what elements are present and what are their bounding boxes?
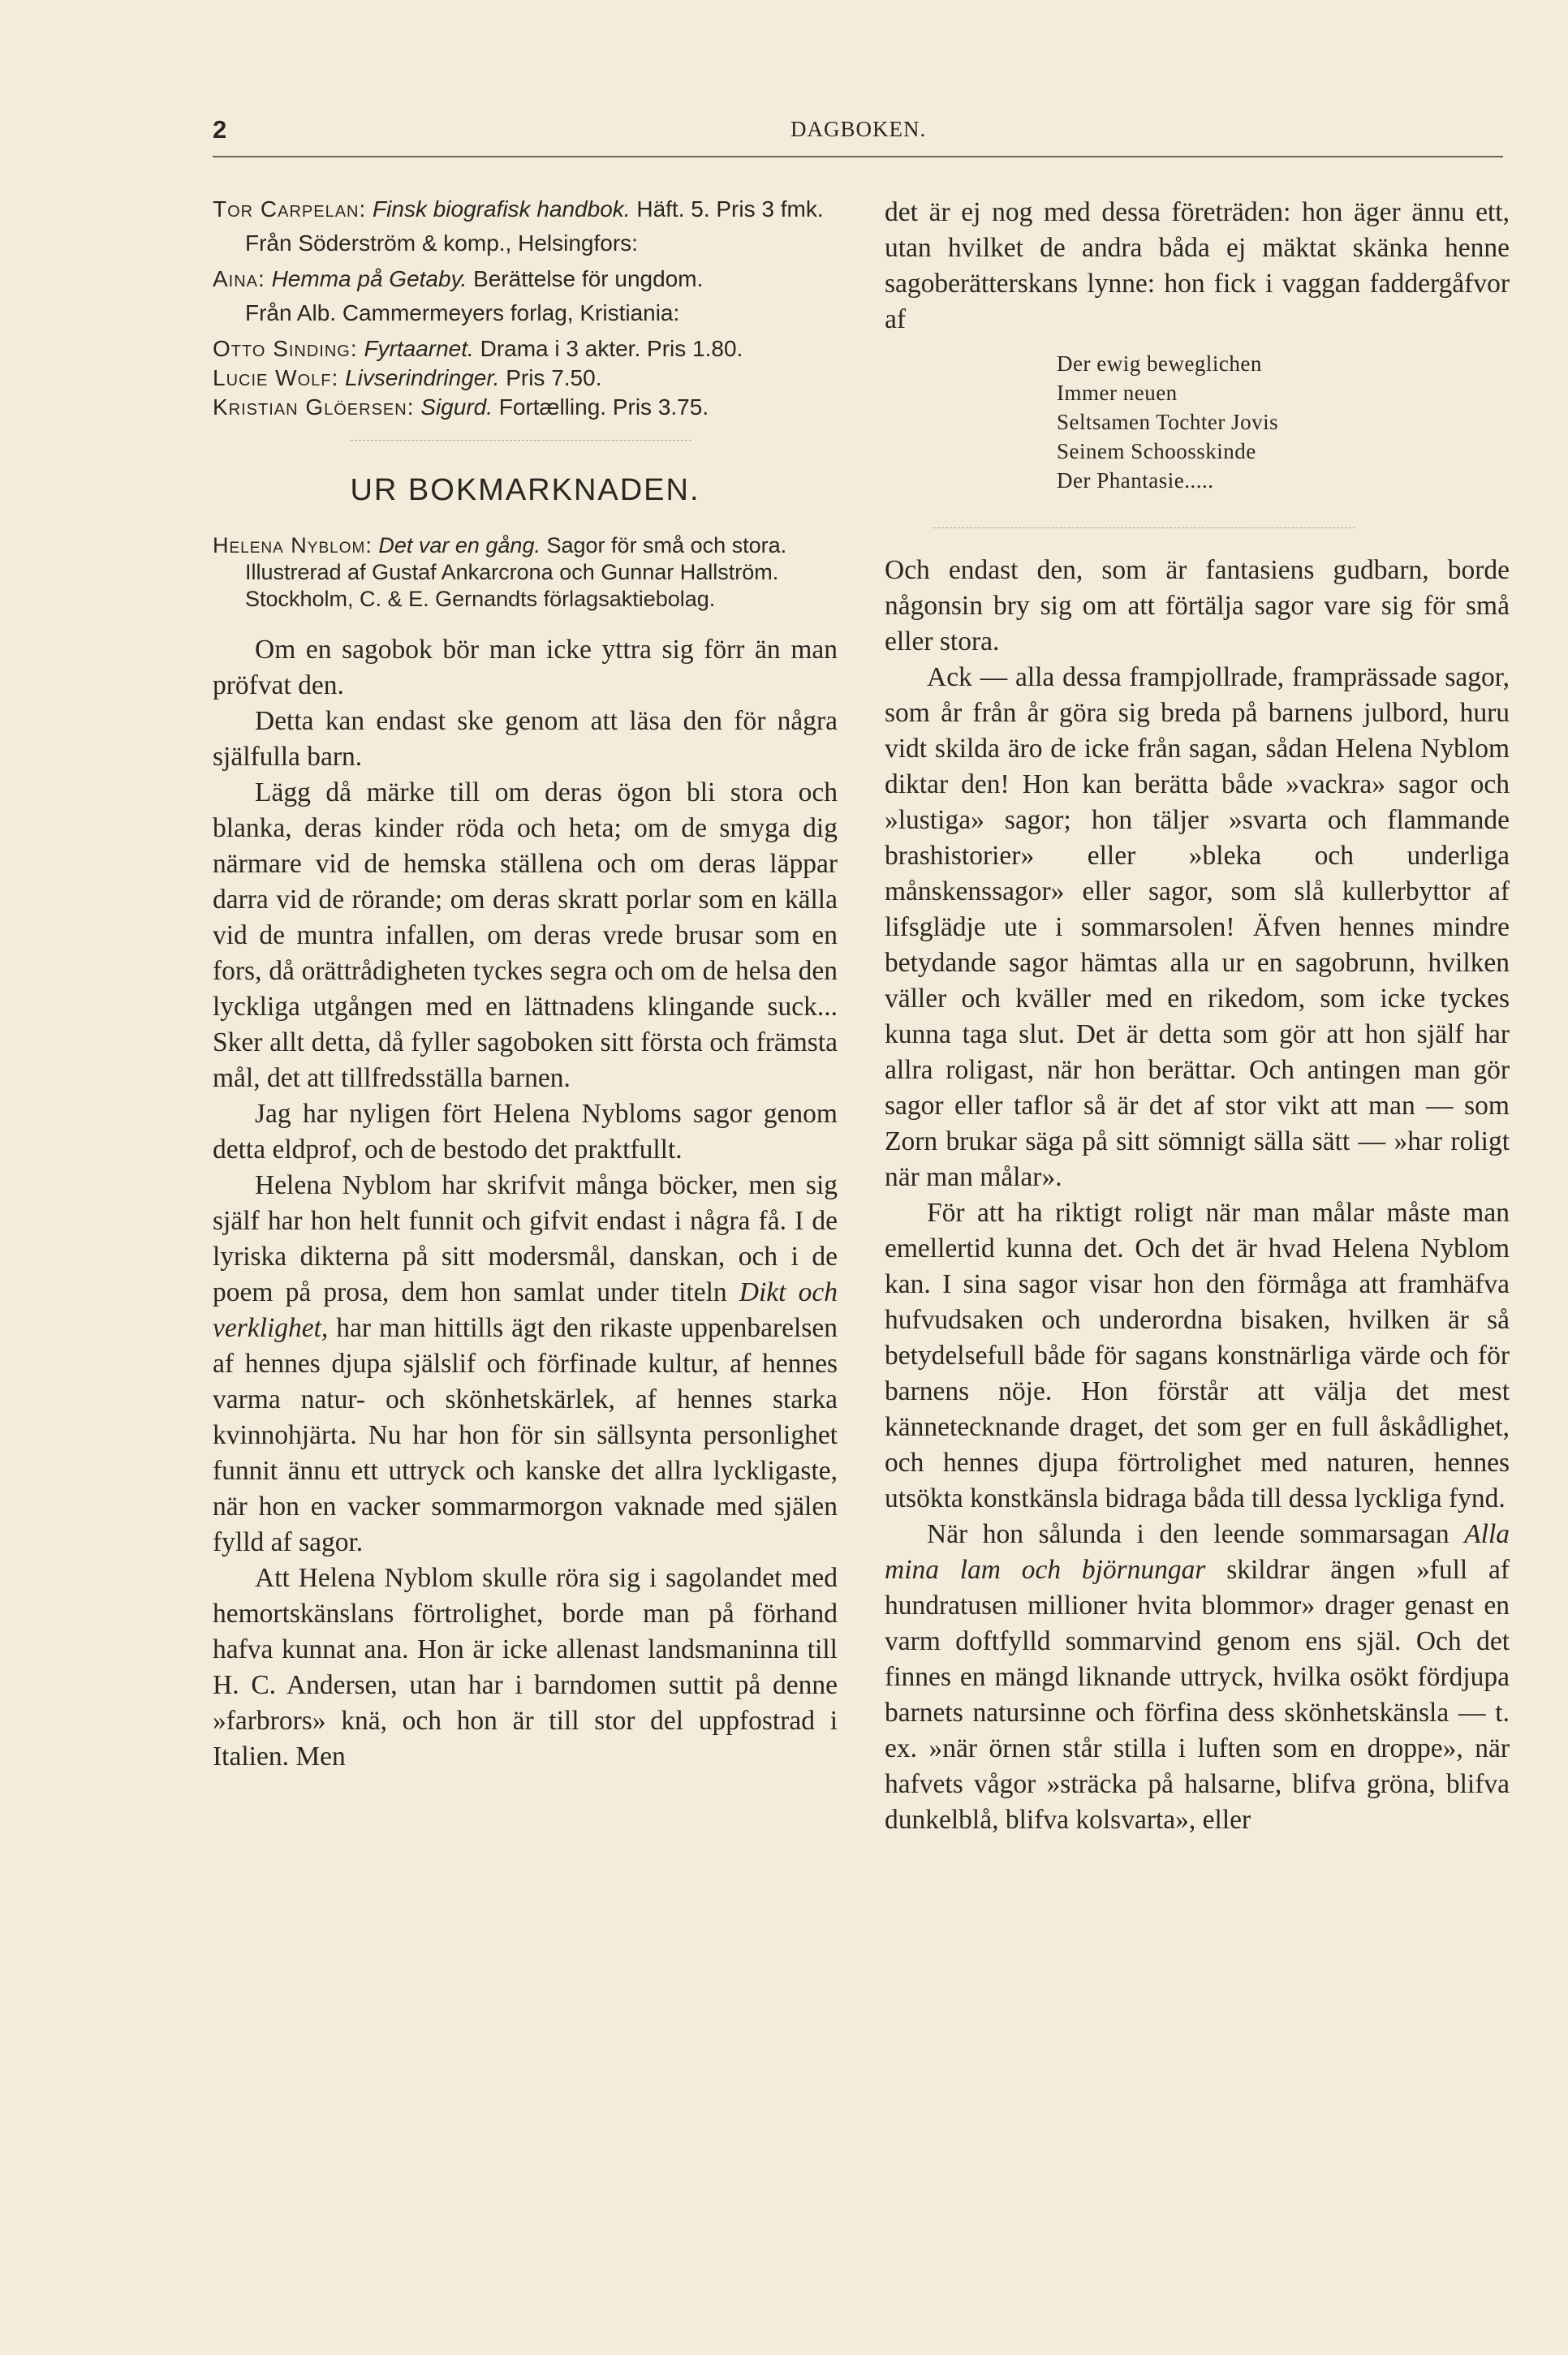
paragraph: Lägg då märke till om deras ögon bli stora och blanka, deras kinder röda och heta; om de smyga dig närmare vid de hemska ställena och om deras läppar darra vid de rörande; om deras skratt porlar som en källa vid de muntra infallen, om deras vrede brusar som en fors, då orättrådigheten tyckes segra och om de helsa den lyckliga utgången med en lättnadens klingande suck... Sker allt detta, då fyller sagoboken sitt första och främsta mål, det att tillfredsställa barnen. [213,777,838,1093]
quote-separator [933,527,1355,528]
running-title: DAGBOKEN. [790,117,927,141]
notice-entry: Aina: Hemma på Getaby. Berättelse för ungdom. [213,266,704,291]
paragraph: Jag har nyligen fört Helena Nybloms sagor genom detta eldprof, och de bestodo det praktfullt. [213,1099,838,1165]
paragraph: Detta kan endast ske genom att läsa den för några själfulla barn. [213,706,838,772]
page-header [213,115,1503,154]
publisher-line: Från Alb. Cammermeyers forlag, Kristiania: [245,300,680,325]
section-title: UR BOKMARKNADEN. [350,473,700,507]
poem-line: Der ewig beweglichen [1057,351,1262,376]
review-header: Helena Nyblom: Det var en gång. Sagor för små och stora. Illustrerad af Gustaf Ankarcrona och Gunnar Hallström. Stockholm, C. & E. Gernandts förlagsaktiebolag. [213,533,787,611]
paragraph: Helena Nyblom har skrifvit många böcker, men sig själf har hon helt funnit och gifvit endast i några få. I de lyriska dikterna på sitt modersmål, danskan, och i de poem på prosa, dem hon samlat under titeln Dikt och verklighet, har man hittills ägt den rikaste uppenbarelsen af hennes djupa själslif och förfinade kultur, af hennes varma natur- och skönhetskärlek, af hennes starka kvinnohjärta. Nu har hon för sin sällsynta personlighet funnit ännu ett uttryck och kanske det allra lyckligaste, när hon en vacker sommarmorgon vaknade med själen fylld af sagor. [213,1170,838,1557]
poem-quote [1057,349,1510,495]
poem-line: Seltsamen Tochter Jovis [1057,410,1279,434]
review-body-left [213,632,838,1775]
paragraph: Om en sagobok bör man icke yttra sig förr än man pröfvat den. [213,635,838,700]
review-body-right [885,195,1510,338]
paragraph: För att ha riktigt roligt när man målar måste man emellertid kunna det. Och det är hvad Helena Nyblom kan. I sina sagor visar hon den förmåga att framhäfva hufvudsaken och underordna bisaken, hvilken är så betydelsefull både för sagans konstnärliga värde och för barnens nöje. Hon förstår att välja det mest kännetecknande draget, det som ger en full åskådlighet, och hennes djupa förtrolighet med naturen, hennes utsökta konstkänsla bidraga båda till dessa lyckliga fynd. [885,1198,1510,1513]
notice-entry: Lucie Wolf: Livserindringer. Pris 7.50. [213,365,602,390]
poem-line: Seinem Schoosskinde [1057,439,1256,463]
review-body-right-cont [885,553,1510,1838]
paragraph: Ack — alla dessa frampjollrade, framprässade sagor, som år från år göra sig breda på barnens julbord, huru vidt skilda äro de icke från sagan, sådan Helena Nyblom diktar den! Hon kan berätta både »vackra» sagor och »lustiga» sagor; hon täljer »svarta och flammande brashistorier» eller »bleka och underliga månskenssagor» eller sagor, som slå kullerbyttor af lifsglädje ute i sommarsolen! Äfven hennes mindre betydande sagor hämtas alla ur en sagobrunn, hvilken väller och kväller med en rikedom, som icke tyckes kunna taga slut. Det är detta som gör att hon själf har allra roligast, när hon berättar. Och antingen man gör sagor eller taflor så är det af stor vikt att man — som Zorn brukar säga på sitt sömnigt sälla sätt — »har roligt när man målar». [885,662,1510,1192]
paragraph: Och endast den, som är fantasiens gudbarn, borde någonsin bry sig om att förtälja sagor vare sig för små eller stora. [885,555,1510,657]
notice-entry: Tor Carpelan: Finsk biografisk handbok. Häft. 5. Pris 3 fmk. [213,196,824,222]
notice-entry: Otto Sinding: Fyrtaarnet. Drama i 3 akter. Pris 1.80. [213,336,743,361]
header-rule [213,156,1503,157]
notice-entry: Kristian Glöersen: Sigurd. Fortælling. Pris 3.75. [213,394,709,420]
right-column [885,195,1510,1838]
book-title: Alla mina lam och björnungar [885,1519,1510,1585]
section-separator [351,440,691,441]
left-column [213,195,838,1775]
poem-line: Immer neuen [1057,381,1178,405]
paragraph: När hon sålunda i den leende sommarsagan Alla mina lam och björnungar skildrar ängen »full af hundratusen millioner hvita blommor» drager genast en varm doftfylld sommarvind genom ens själ. Och det finnes en mängd liknande uttryck, hvilka osökt fördjupa barnets natursinne och förfina dess skönhetskänsla — t. ex. »när örnen står stilla i luften som en droppe», när hafvets vågor »sträcka på halsarne, blifva gröna, blifva dunkelblå, blifva kolsvarta», eller [885,1519,1510,1835]
paragraph: Att Helena Nyblom skulle röra sig i sagolandet med hemortskänslans förtrolighet, borde man på förhand hafva kunnat ana. Hon är icke allenast landsmaninna till H. C. Andersen, utan har i barndomen suttit på denne »farbrors» knä, och hon är till stor del uppfostrad i Italien. Men [213,1563,838,1772]
book-title: Dikt och verklighet, [213,1277,838,1343]
page-number: 2 [213,115,227,144]
poem-line: Der Phantasie..... [1057,468,1214,493]
paragraph: det är ej nog med dessa företräden: hon äger ännu ett, utan hvilket de andra båda ej mäktat skänka henne sagoberätterskans lynne: hon fick i vaggan faddergåfvor af [885,197,1510,334]
publisher-line: Från Söderström & komp., Helsingfors: [245,230,638,256]
